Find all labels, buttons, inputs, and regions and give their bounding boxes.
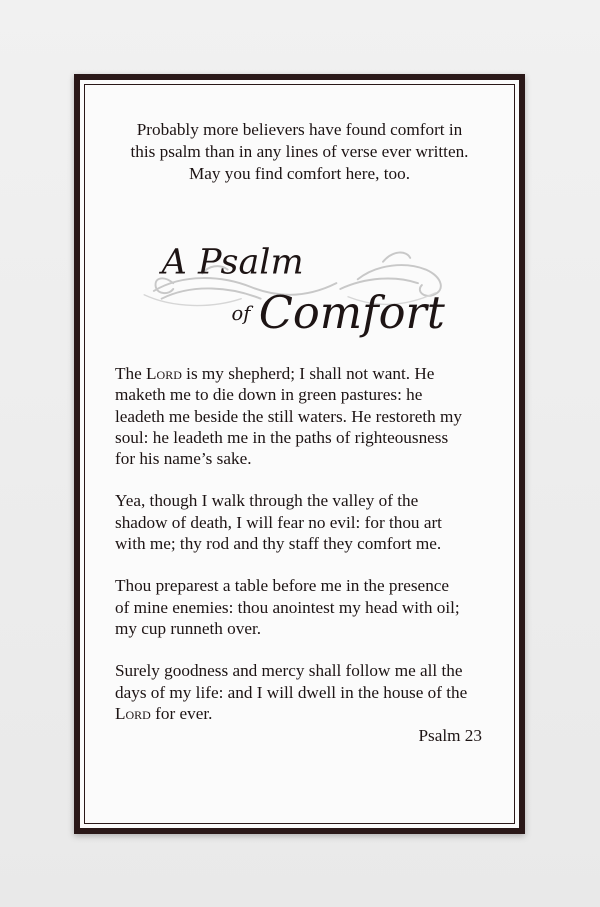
verse-paragraph — [115, 490, 484, 554]
verse-text: is my shepherd; I shall not want. He — [181, 364, 435, 383]
verse-line: Surely goodness and mercy shall follow me all the — [115, 661, 463, 681]
verse-text: The — [115, 364, 147, 383]
lord-small-caps: Lord — [146, 364, 182, 383]
intro-line: Probably more believers have found comfort in — [136, 120, 463, 139]
verse-line: maketh me to die down in green pastures: he — [115, 385, 423, 405]
verse-line: for his name’s sake. — [115, 449, 252, 469]
verse-line: soul: he leadeth me in the paths of righteousness — [115, 427, 449, 447]
card-white-gap — [80, 80, 519, 828]
verse-line — [115, 363, 484, 384]
verse-line: leadeth me beside the still waters. He restoreth my — [115, 406, 462, 426]
verse-paragraph — [115, 363, 484, 469]
verse-line: Thou preparest a table before me in the presence — [115, 576, 450, 596]
intro-line: May you find comfort here, too. — [189, 164, 410, 183]
verse-line — [115, 703, 484, 724]
verse-line: shadow of death, I will fear no evil: for thou art — [115, 512, 442, 532]
title-of: of — [231, 302, 251, 326]
verse-paragraph — [115, 575, 484, 639]
psalm-card — [74, 74, 525, 834]
psalm-title — [115, 213, 484, 363]
psalm-citation: Psalm 23 — [418, 726, 482, 746]
verse-line: my cup runneth over. — [115, 618, 262, 638]
intro-line: this psalm than in any lines of verse ever written. — [130, 142, 469, 161]
card-content — [115, 119, 484, 746]
title-comfort: Comfort — [258, 286, 445, 339]
verse-line: with me; thy rod and thy staff they comfort me. — [115, 534, 442, 554]
verse-paragraph — [115, 660, 484, 724]
verse-line: Yea, though I walk through the valley of the — [115, 491, 419, 511]
flourish-ornament — [115, 213, 484, 363]
title-line-1: A Psalm — [161, 242, 304, 283]
verse-line: of mine enemies: thou anointest my head with oil; — [115, 597, 460, 617]
verse-text: for ever. — [150, 703, 213, 723]
intro-text — [115, 119, 484, 185]
card-inner-border — [84, 84, 515, 824]
lord-small-caps: Lord — [115, 703, 151, 723]
verse-line: days of my life: and I will dwell in the house of the — [115, 682, 468, 702]
